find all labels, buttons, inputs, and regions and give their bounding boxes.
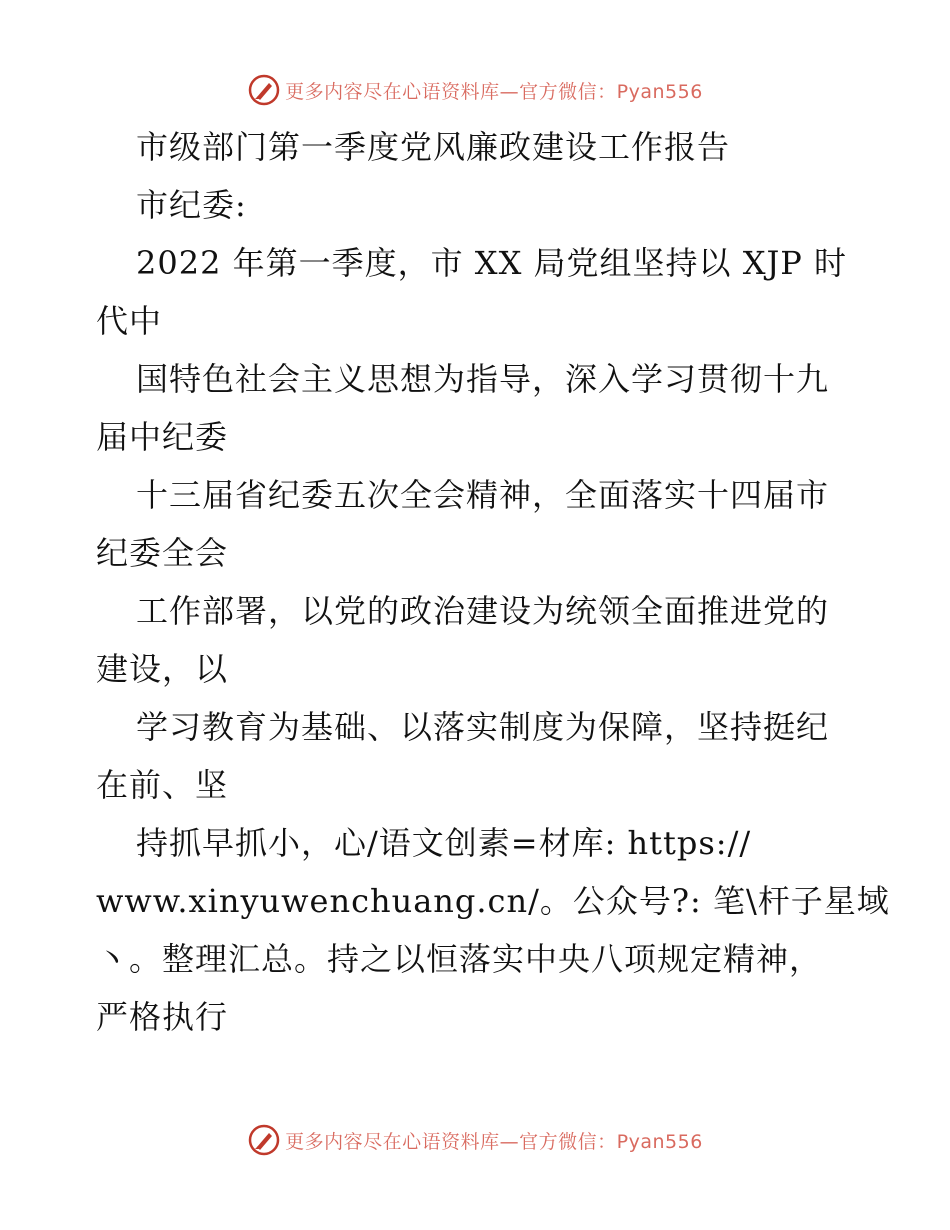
paragraph-line: 纪委全会: [96, 534, 229, 572]
paragraph-line: 建设，以: [96, 650, 229, 688]
paragraph-line: www.xinyuwenchuang.cn/。公众号?: 笔\杆子星域: [96, 882, 890, 920]
paragraph-line: 届中纪委: [96, 418, 229, 456]
pen-nib-logo-icon: [247, 73, 281, 107]
pen-nib-logo-icon: [247, 1123, 281, 1157]
paragraph-line: 在前、坚: [96, 766, 229, 804]
watermark-text: 更多内容尽在心语资料库—官方微信：Pyan556: [285, 80, 703, 103]
paragraph-line: 2022 年第一季度，市 XX 局党组坚持以 XJP 时: [136, 244, 848, 282]
paragraph-line: 工作部署，以党的政治建设为统领全面推进党的: [136, 592, 830, 630]
paragraph-line: 丶。整理汇总。持之以恒落实中央八项规定精神，: [96, 940, 823, 978]
paragraph-line: 学习教育为基础、以落实制度为保障，坚持挺纪: [136, 708, 830, 746]
paragraph-line: 十三届省纪委五次全会精神，全面落实十四届市: [136, 476, 830, 514]
document-body: [96, 118, 890, 1046]
document-title: 市级部门第一季度党风廉政建设工作报告: [136, 128, 731, 166]
header-watermark: [0, 70, 950, 110]
footer-watermark: [0, 1120, 950, 1160]
paragraph-line: 代中: [96, 302, 163, 340]
paragraph-line: 持抓早抓小，心/语文创素=材库: https://: [136, 824, 752, 862]
paragraph-line: 严格执行: [96, 998, 229, 1036]
paragraph-line: 国特色社会主义思想为指导，深入学习贯彻十九: [136, 360, 830, 398]
watermark-text: 更多内容尽在心语资料库—官方微信：Pyan556: [285, 1130, 703, 1153]
salutation: 市纪委:: [136, 186, 247, 224]
